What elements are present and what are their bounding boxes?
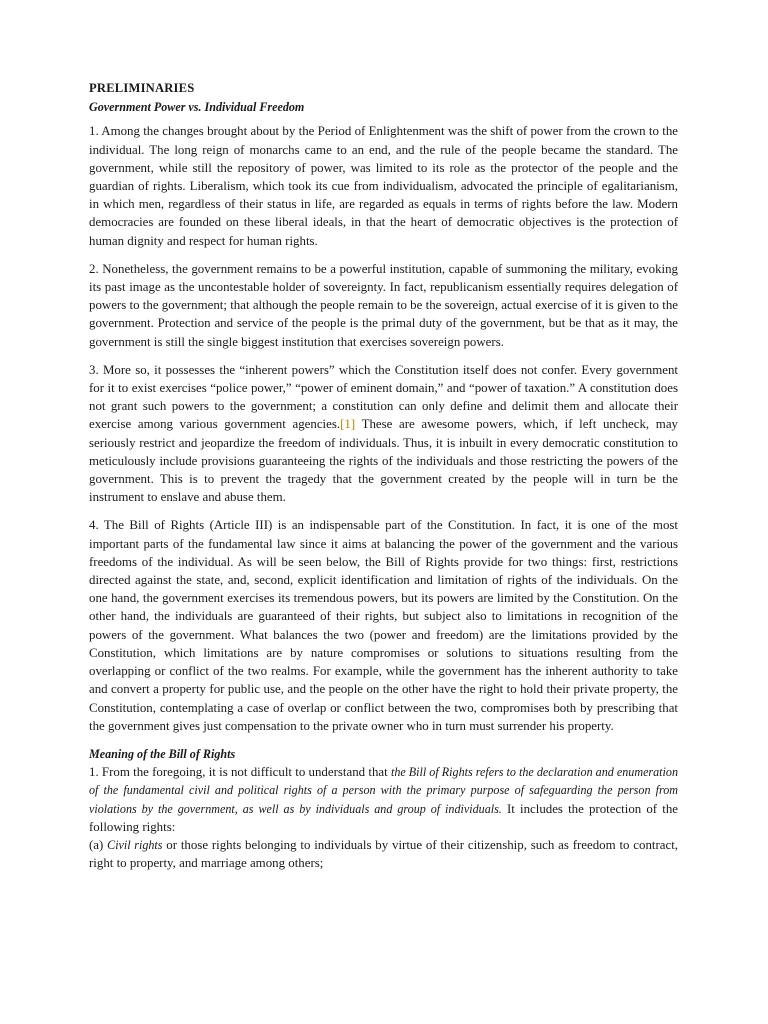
paragraph-2: 2. Nonetheless, the government remains to be a powerful institution, capable of summoning the military, evoking its past image as the uncontestable holder of sovereignty. In fact, republicanism essentially requires delegation of powers to the government; that although the people remain to be the sovereign, actual exercise of it is given to the government. Protection and service of the people is the primal duty of the government, but be that as it may, the government is still the single biggest institution that exercises sovereign powers.: [89, 261, 678, 349]
section-subtitle: Government Power vs. Individual Freedom: [89, 100, 305, 115]
paragraph-3-text-b: These are awesome powers, which, if left uncheck, may seriously restrict and jeopardize the freedom of individuals. Thus, it is inbuilt in every democratic constitution to meticulously include provisions guaranteeing the rights of the individuals and those restricting the powers of the government. This is to prevent the tragedy that the government created by the people will in turn be the instrument to enslave and abuse them.: [89, 417, 679, 505]
meaning-definition: the Bill of Rights refers to the declaration and enumeration of the fundamental civil and political rights of a person with the primary purpose of safeguarding the person from violations by the government, as well as by individuals and group of individuals.: [89, 765, 678, 816]
paragraph-3-text-a: 3. More so, it possesses the “inherent powers” which the Constitution itself does not confer. Every government for it to exist exercises “police power,” “power of eminent domain,” and “power of taxation.” A constitution does not grant such powers to the government; a constitution can only define and delimit them and allocate their exercise among various government agencies.: [89, 362, 678, 432]
meaning-paragraph: [89, 763, 678, 836]
page-title: PRELIMINARIES: [89, 81, 195, 95]
footnote-link[interactable]: [1]: [340, 417, 356, 432]
civil-rights-text: or those rights belonging to individuals by virtue of their citizenship, such as freedom to contract, right to property, and marriage among others;: [89, 837, 679, 871]
list-item-prefix: (a): [89, 837, 108, 852]
paragraph-1: 1. Among the changes brought about by the Period of Enlightenment was the shift of power from the crown to the individual. The long reign of monarchs came to an end, and the rule of the people became the standard. The government, while still the repository of power, was limited to its role as the protector of the people and the guardian of rights. Liberalism, which took its cue from individualism, advocated the principle of egalitarianism, in which men, regardless of their status in life, are regarded as equals in terms of rights before the law. Modern democracies are founded on these liberal ideals, in that the heart of democratic objectives is the protection of human dignity and respect for human rights.: [89, 124, 678, 248]
document-body: [89, 79, 678, 872]
paragraph-4: 4. The Bill of Rights (Article III) is an indispensable part of the Constitution. In fact, it is one of the most important parts of the fundamental law since it aims at balancing the power of the government and the various freedoms of the individual. As will be seen below, the Bill of Rights provide for two things: first, restrictions directed against the state, and, second, explicit identification and limitation of rights of the individuals. On the one hand, the government exercises its tremendous powers, but its powers are limited by the Constitution. On the other hand, the individuals are guaranteed of their rights, but subject also to limitations in recognition of the powers of the government. What balances the two (power and freedom) are the limitations provided by the Constitution, which limitations are by nature compromises or solutions to situations resulting from the overlapping or conflict of the two realms. For example, while the government has the inherent authority to take and convert a property for public use, and the people on the other have the right to hold their private property, the Constitution, contemplating a case of overlap or conflict between the two, compromises both by prescribing that the government gives just compensation to the private owner who in turn must surrender his property.: [89, 518, 678, 733]
meaning-text-start: 1. From the foregoing, it is not difficult to understand that: [89, 765, 391, 780]
list-item-civil-rights: [89, 836, 678, 872]
meaning-text-end: It includes the protection of the following rights:: [89, 801, 678, 834]
section-heading-meaning: Meaning of the Bill of Rights: [89, 746, 236, 761]
paragraph-3: [89, 361, 678, 507]
civil-rights-term: Civil rights: [107, 837, 163, 852]
